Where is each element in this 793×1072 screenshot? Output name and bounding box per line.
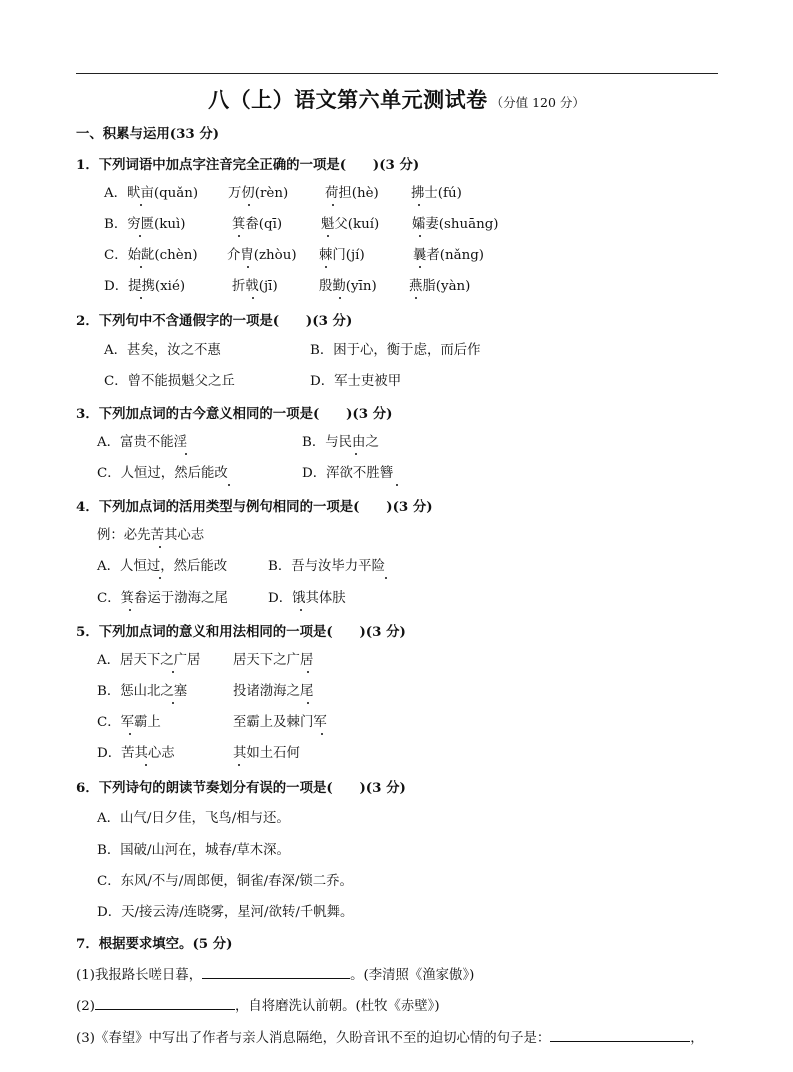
fill-line-1-suffix: 。(李清照《渔家傲》) [350, 968, 475, 983]
emphasis-dot [238, 764, 240, 766]
emphasis-dot [185, 453, 187, 455]
emphasis-dot [307, 671, 309, 673]
q1-row-d-item-1: D．提携(xié) [104, 279, 186, 294]
q4-option-a: A．人恒过，然后能改 [97, 559, 228, 574]
q1-row-b-item-1: B．穷匮(kuì) [104, 217, 186, 232]
fill-line-2-suffix: ，自将磨洗认前朝。(杜牧《赤壁》) [234, 999, 440, 1014]
q1-row-d-item-3: 殷勤(yīn) [319, 279, 377, 294]
emphasis-dot [327, 235, 329, 237]
fill-line-2 [76, 997, 440, 1016]
question-6-stem: 6．下列诗句的朗读节奏划分有误的一项是( )(3 分) [76, 780, 406, 796]
emphasis-dot [129, 733, 131, 735]
emphasis-dot [252, 297, 254, 299]
q5-row-d-left: D．苦其心志 [97, 746, 175, 761]
q6-option-b: B．国破/山河在，城春/草木深。 [97, 843, 290, 858]
q6-option-c: C．东风/不与/周郎便，铜雀/春深/锁二乔。 [97, 874, 353, 889]
q1-row-a-item-1: A．畎亩(quǎn) [104, 186, 199, 201]
question-1-stem: 1．下列词语中加点字注音完全正确的一项是( )(3 分) [76, 157, 420, 173]
emphasis-dot [129, 609, 131, 611]
emphasis-dot [238, 235, 240, 237]
q2-option-b: B．困于心，衡于虑，而后作 [310, 343, 481, 358]
emphasis-dot [321, 733, 323, 735]
q5-row-b-left: B．惩山北之塞 [97, 684, 188, 699]
question-7-stem: 7．根据要求填空。(5 分) [76, 936, 233, 952]
emphasis-dot [325, 266, 327, 268]
emphasis-dot [140, 204, 142, 206]
question-3-stem: 3．下列加点词的古今意义相同的一项是( )(3 分) [76, 406, 393, 422]
q4-example: 例：必先苦其心志 [97, 528, 205, 543]
q4-option-c: C．箕畚运于渤海之尾 [97, 591, 228, 606]
emphasis-dot [419, 266, 421, 268]
emphasis-dot [339, 297, 341, 299]
q1-row-a-item-4: 拂士(fú) [411, 186, 462, 201]
q6-option-d: D．天/接云涛/连晓雾，星河/欲转/千帆舞。 [97, 905, 354, 920]
emphasis-dot [248, 204, 250, 206]
emphasis-dot [228, 484, 230, 486]
emphasis-dot [159, 546, 161, 548]
q1-row-c-item-3: 棘门(jí) [319, 248, 365, 263]
emphasis-dot [355, 453, 357, 455]
emphasis-dot [140, 266, 142, 268]
q1-row-c-item-4: 曩者(nǎng) [413, 248, 485, 263]
emphasis-dot [140, 297, 142, 299]
fill-line-3-suffix: ， [690, 1031, 704, 1046]
emphasis-dot [159, 577, 161, 579]
q5-row-c-left: C．军霸上 [97, 715, 161, 730]
question-5-stem: 5．下列加点词的意义和用法相同的一项是( )(3 分) [76, 624, 406, 640]
fill-blank-1[interactable] [202, 966, 350, 979]
q3-option-a: A．富贵不能淫 [97, 435, 188, 450]
emphasis-dot [396, 484, 398, 486]
q5-row-d-right: 其如土石何 [233, 746, 300, 761]
q1-row-a-item-2: 万仞(rèn) [228, 186, 289, 201]
title-main: 八（上）语文第六单元测试卷 [208, 87, 488, 112]
fill-line-1-prefix: (1)我报路长嗟日暮， [76, 968, 203, 983]
question-4-stem: 4．下列加点词的活用类型与例句相同的一项是( )(3 分) [76, 499, 433, 515]
fill-line-3-prefix: (3)《春望》中写出了作者与亲人消息隔绝，久盼音讯不至的迫切心情的句子是： [76, 1031, 551, 1046]
q5-row-b-right: 投诸渤海之尾 [233, 684, 314, 699]
q2-option-c: C．曾不能损魁父之丘 [104, 374, 235, 389]
emphasis-dot [172, 702, 174, 704]
q3-option-d: D．浑欲不胜簪 [302, 466, 394, 481]
fill-blank-2[interactable] [95, 997, 235, 1010]
q1-row-d-item-2: 折戟(jī) [232, 279, 278, 294]
emphasis-dot [385, 577, 387, 579]
emphasis-dot [415, 297, 417, 299]
q1-row-a-item-3: 荷担(hè) [325, 186, 379, 201]
header-rule [76, 73, 718, 74]
emphasis-dot [418, 204, 420, 206]
emphasis-dot [307, 702, 309, 704]
q5-row-a-left: A．居天下之广居 [97, 653, 201, 668]
q6-option-a: A．山气/日夕佳，飞鸟/相与还。 [97, 811, 290, 826]
q1-row-d-item-4: 燕脂(yàn) [409, 279, 471, 294]
q3-option-b: B．与民由之 [302, 435, 379, 450]
title-score: （分值 120 分） [490, 95, 585, 110]
fill-line-1 [76, 966, 474, 985]
emphasis-dot [139, 235, 141, 237]
emphasis-dot [172, 671, 174, 673]
fill-line-2-prefix: (2) [76, 999, 95, 1014]
emphasis-dot [247, 266, 249, 268]
page-title [0, 84, 793, 114]
emphasis-dot [300, 609, 302, 611]
q4-option-d: D．饿其体肤 [268, 591, 346, 606]
q1-row-b-item-3: 魁父(kuí) [321, 217, 380, 232]
fill-line-3 [76, 1029, 704, 1048]
question-2-stem: 2．下列句中不含通假字的一项是( )(3 分) [76, 313, 353, 329]
q1-row-b-item-2: 箕畚(qī) [232, 217, 283, 232]
emphasis-dot [332, 204, 334, 206]
q3-option-c: C．人恒过，然后能改 [97, 466, 228, 481]
emphasis-dot [145, 764, 147, 766]
emphasis-dot [419, 235, 421, 237]
q4-option-b: B．吾与汝毕力平险 [268, 559, 385, 574]
q5-row-a-right: 居天下之广居 [233, 653, 314, 668]
q1-row-c-item-2: 介胄(zhòu) [227, 248, 297, 263]
q2-option-a: A．甚矣，汝之不惠 [104, 343, 221, 358]
q1-row-b-item-4: 孀妻(shuāng) [412, 217, 499, 232]
q2-option-d: D．军士吏被甲 [310, 374, 402, 389]
section-heading: 一、积累与运用(33 分) [76, 126, 220, 142]
fill-blank-3[interactable] [550, 1029, 690, 1042]
q1-row-c-item-1: C．始龀(chèn) [104, 248, 198, 263]
q5-row-c-right: 至霸上及棘门军 [233, 715, 327, 730]
